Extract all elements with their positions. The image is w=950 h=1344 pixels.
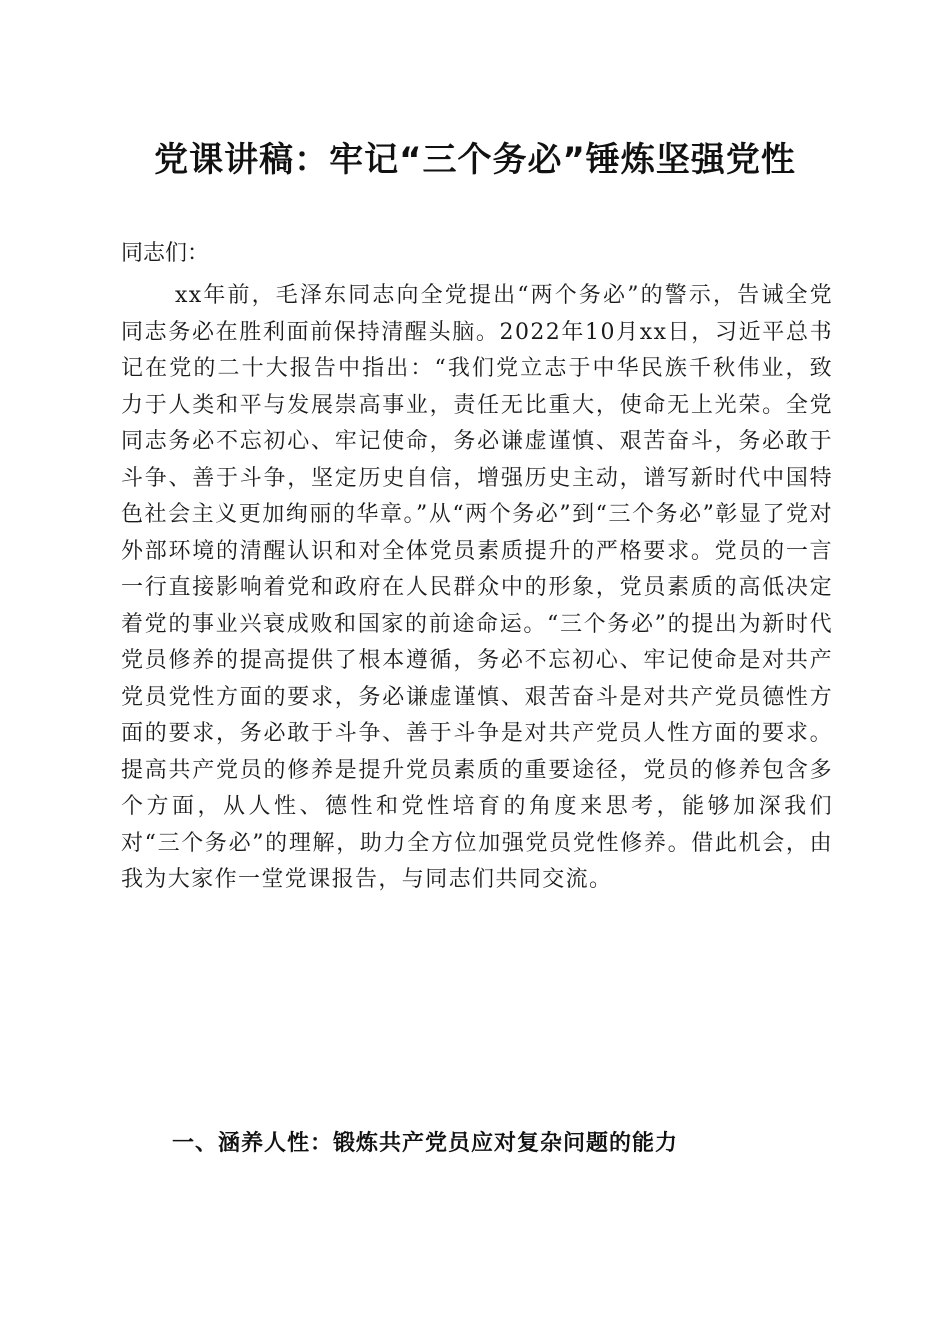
salutation: 同志们： — [121, 241, 210, 266]
body-paragraph: xx年前，毛泽东同志向全党提出“两个务必”的警示，告诫全党同志务必在胜利面前保持清醒头脑。2022年10月xx日，习近平总书记在党的二十大报告中指出：“我们党立志于中华民族千秋伟业，致力于人类和平与发展崇高事业，责任无比重大，使命无上光荣。全党同志务必不忘初心、牢记使命，务必谦虚谨慎、艰苦奋斗，务必敢于斗争、善于斗争，坚定历史自信，增强历史主动，谱写新时代中国特色社会主义更加绚丽的华章。”从“两个务必”到“三个务必”彰显了党对外部环境的清醒认识和对全体党员素质提升的严格要求。党员的一言一行直接影响着党和政府在人民群众中的形象，党员素质的高低决定着党的事业兴衰成败和国家的前途命运。“三个务必”的提出为新时代党员修养的提高提供了根本遵循，务必不忘初心、牢记使命是对共产党员党性方面的要求，务必谦虚谨慎、艰苦奋斗是对共产党员德性方面的要求，务必敢于斗争、善于斗争是对共产党员人性方面的要求。提高共产党员的修养是提升党员素质的重要途径，党员的修养包含多个方面，从人性、德性和党性培育的角度来思考，能够加深我们对“三个务必”的理解，助力全方位加强党员党性修养。借此机会，由我为大家作一堂党课报告，与同志们共同交流。 — [121, 283, 833, 892]
document-title: 党课讲稿：牢记“三个务必”锤炼坚强党性 — [154, 140, 796, 180]
section-heading: 一、涵养人性：锻炼共产党员应对复杂问题的能力 — [172, 1131, 679, 1156]
